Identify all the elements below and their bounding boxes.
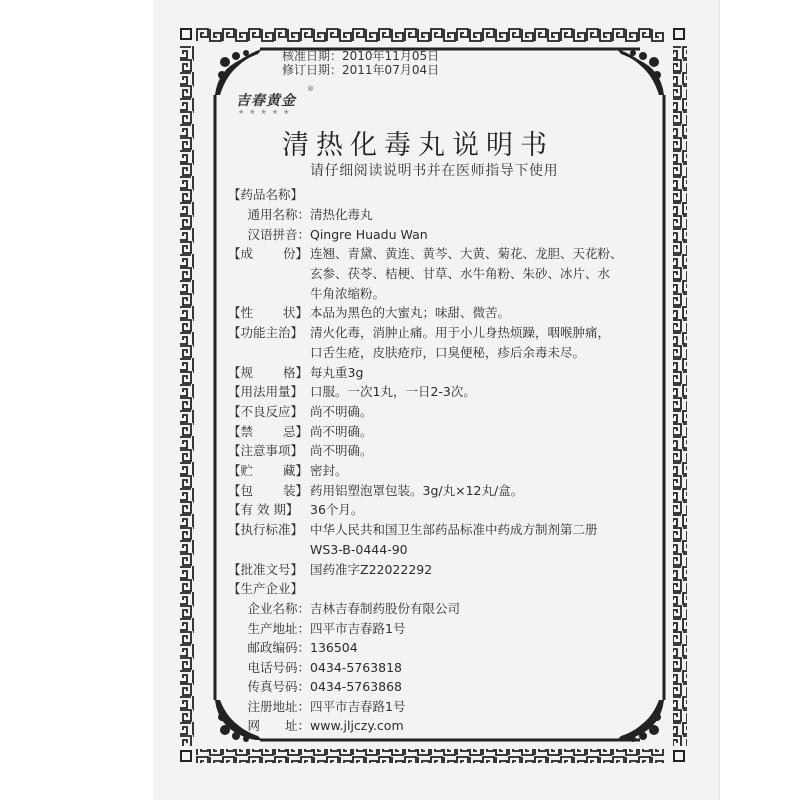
section-description: 【性 状】 本品为黑色的大蜜丸；味甜、微苦。 [228, 305, 511, 320]
manufacturer-field: 企业名称： 吉林吉春制药股份有限公司 [247, 601, 461, 616]
section-indications: 【功能主治】 清火化毒，消肿止痛。用于小儿身热烦躁，咽喉肿痛， [228, 325, 611, 340]
section-adverse-reactions: 【不良反应】 尚不明确。 [228, 404, 373, 419]
section-dosage: 【用法用量】 口服。一次1丸，一日2-3次。 [228, 384, 476, 399]
manufacturer-field: 注册地址： 四平市吉春路1号 [247, 699, 406, 714]
section-standard: 【执行标准】 中华人民共和国卫生部药品标准中药成方制剂第二册 [228, 522, 598, 537]
section-manufacturer: 【生产企业】 [228, 581, 304, 596]
manufacturer-field: 电话号码： 0434-5763818 [247, 660, 402, 675]
section-approval-number: 【批准文号】 国药准字Z22022292 [228, 562, 433, 577]
brand-logo: 吉春黄金 [236, 93, 296, 109]
ingredients-line: 连翘、青黛、黄连、黄芩、大黄、菊花、龙胆、天花粉、 [310, 246, 623, 261]
section-packaging: 【包 装】 药用铝塑泡罩包装。3g/丸×12丸/盒。 [228, 483, 524, 498]
brand-stars: ★★★★★ [238, 108, 295, 116]
field-generic-name: 通用名称： 清热化毒丸 [247, 207, 373, 222]
section-specification: 【规 格】 每丸重3g [228, 365, 364, 380]
header-dates [282, 49, 439, 77]
approval-date: 核准日期：2010年11月05日 [282, 49, 440, 63]
field-pinyin: 汉语拼音： Qingre Huadu Wan [247, 227, 428, 242]
registered-mark: ® [307, 85, 314, 93]
section-precautions: 【注意事项】 尚不明确。 [228, 443, 373, 458]
leaflet-content: 核准日期：2010年11月05日 修订日期：2011年07月04日 吉春黄金 ® ★★★★★ 清热化毒丸说明书 请仔细阅读说明书并在医师指导下使用 【药品名称】 通用名称： 清热化毒丸 汉语拼音： Qingre Huadu Wan 【成 份】 连翘、青黛、黄连、黄芩、大黄、菊花、龙胆、天花粉、 玄参、茯苓、桔梗、甘草、水牛角粉、朱砂、冰片、水 牛角浓缩粉。 【性 状】 本品为黑色的大蜜丸；味甜、微苦。 【功能主治】 清火化毒，消肿止痛。用于小儿身热烦躁，咽喉肿痛， 口舌生疮，皮肤疮疖，口臭便秘，疹后余毒未尽。 【规 格】 每丸重3g 【用法用量】 口服。一次1丸，一日2-3次。 【不良反应】 尚不明确。 【禁 忌】 尚不明确。 【注意事项】 尚不明确。 【贮 藏】 密封。 【包 装】 药用铝塑泡罩包装。3g/丸×12丸/盒。 【有 效 期】 36个月。 【执行标准】 中华人民共和国卫生部药品标准中药成方制剂第二册 WS3-B-0444-90 【批准文号】 国药准字Z22022292 【生产企业】 企业名称： 吉林吉春制药股份有限公司 生产地址： 四平市吉春路1号 邮政编码： 136504 电话号码： 0434-5763818 传真号码： 0434-5763868 注册地址： 四平市吉春路1号 网 址： www.jljczy.com [0, 0, 800, 800]
section-drug-name [228, 185, 303, 205]
website-link: www.jljczy.com [310, 718, 404, 733]
manufacturer-field: 邮政编码： 136504 [247, 640, 358, 655]
manufacturer-field: 生产地址： 四平市吉春路1号 [247, 621, 406, 636]
document-title: 清热化毒丸说明书 [282, 130, 554, 161]
section-storage: 【贮 藏】 密封。 [228, 463, 348, 478]
manufacturer-field: 传真号码： 0434-5763868 [247, 679, 402, 694]
revision-date: 修订日期：2011年07月04日 [282, 63, 440, 77]
section-validity: 【有 效 期】 36个月。 [228, 502, 364, 517]
section-ingredients: 【成 份】 连翘、青黛、黄连、黄芩、大黄、菊花、龙胆、天花粉、 [228, 244, 310, 264]
section-label: 【药品名称】 [228, 187, 304, 202]
manufacturer-website: 网 址： www.jljczy.com [228, 716, 310, 736]
section-contraindications: 【禁 忌】 尚不明确。 [228, 424, 373, 439]
document-subtitle: 请仔细阅读说明书并在医师指导下使用 [310, 163, 559, 179]
